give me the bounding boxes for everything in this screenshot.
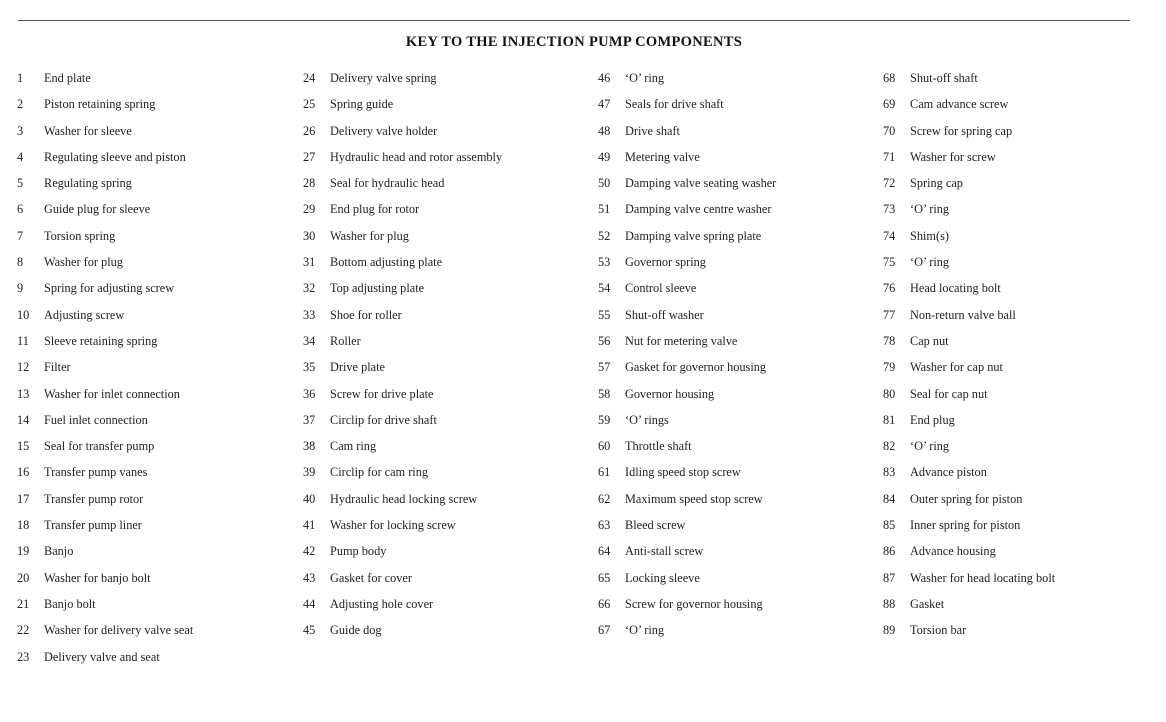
list-item bbox=[303, 174, 502, 200]
item-label: Seal for hydraulic head bbox=[330, 176, 445, 191]
item-label: ‘O’ ring bbox=[625, 71, 665, 85]
item-number: 39 bbox=[303, 465, 316, 480]
item-label: Locking sleeve bbox=[625, 570, 700, 585]
item-number: 18 bbox=[17, 518, 30, 533]
item-label: ‘O’ ring bbox=[625, 623, 665, 638]
item-number: 17 bbox=[17, 491, 30, 506]
item-label: Banjo bolt bbox=[44, 596, 96, 611]
list-item bbox=[17, 569, 193, 595]
item-label: Guide dog bbox=[330, 623, 382, 638]
item-number: 28 bbox=[303, 176, 316, 191]
item-label: Transfer pump rotor bbox=[44, 491, 144, 506]
item-label: Filter bbox=[44, 360, 71, 375]
list-item bbox=[883, 148, 1055, 174]
item-label: Shut-off washer bbox=[625, 307, 704, 322]
list-item bbox=[883, 569, 1055, 595]
list-item bbox=[303, 385, 502, 411]
list-item bbox=[17, 437, 193, 463]
item-label: Damping valve spring plate bbox=[625, 228, 762, 243]
list-item bbox=[883, 542, 1055, 568]
item-number: 37 bbox=[303, 412, 316, 427]
list-item bbox=[883, 200, 1055, 226]
item-label: Adjusting screw bbox=[44, 307, 125, 322]
item-number: 12 bbox=[17, 360, 30, 375]
item-label: Washer for delivery valve seat bbox=[44, 623, 194, 638]
item-label: Transfer pump liner bbox=[44, 518, 142, 533]
item-label: Pump body bbox=[330, 544, 387, 559]
list-item bbox=[598, 569, 776, 595]
item-number: 19 bbox=[17, 544, 30, 559]
key-column-1 bbox=[17, 69, 193, 674]
list-item bbox=[303, 621, 502, 647]
item-number: 68 bbox=[883, 71, 896, 85]
item-label: Sleeve retaining spring bbox=[44, 333, 158, 348]
item-label: Inner spring for piston bbox=[910, 518, 1021, 533]
list-item bbox=[17, 69, 193, 95]
item-number: 77 bbox=[883, 307, 896, 322]
item-number: 69 bbox=[883, 97, 896, 112]
list-item bbox=[17, 279, 193, 305]
item-number: 75 bbox=[883, 255, 896, 270]
item-number: 63 bbox=[598, 518, 611, 533]
item-number: 59 bbox=[598, 412, 611, 427]
item-label: Head locating bolt bbox=[910, 281, 1001, 296]
item-label: Governor housing bbox=[625, 386, 715, 401]
list-item bbox=[883, 227, 1055, 253]
list-item bbox=[883, 595, 1055, 621]
item-number: 49 bbox=[598, 149, 611, 164]
item-number: 46 bbox=[598, 71, 611, 85]
item-number: 82 bbox=[883, 439, 896, 454]
item-number: 60 bbox=[598, 439, 611, 454]
item-number: 55 bbox=[598, 307, 611, 322]
item-number: 25 bbox=[303, 97, 316, 112]
item-number: 45 bbox=[303, 623, 316, 638]
list-item bbox=[303, 358, 502, 384]
item-label: Delivery valve spring bbox=[330, 71, 437, 85]
item-number: 33 bbox=[303, 307, 316, 322]
list-item bbox=[303, 411, 502, 437]
list-item bbox=[17, 122, 193, 148]
key-column-3 bbox=[598, 69, 776, 648]
list-item bbox=[17, 332, 193, 358]
list-item bbox=[17, 542, 193, 568]
item-number: 15 bbox=[17, 439, 30, 454]
list-item bbox=[17, 621, 193, 647]
item-label: Torsion spring bbox=[44, 228, 116, 243]
item-number: 40 bbox=[303, 491, 316, 506]
item-number: 5 bbox=[17, 176, 24, 191]
list-item bbox=[303, 516, 502, 542]
item-label: Seal for cap nut bbox=[910, 386, 988, 401]
item-number: 23 bbox=[17, 649, 30, 664]
item-number: 74 bbox=[883, 228, 896, 243]
list-item bbox=[303, 279, 502, 305]
list-item bbox=[17, 463, 193, 489]
item-number: 47 bbox=[598, 97, 611, 112]
item-label: Washer for screw bbox=[910, 149, 996, 164]
item-number: 44 bbox=[303, 596, 316, 611]
item-number: 14 bbox=[17, 412, 30, 427]
item-label: End plate bbox=[44, 71, 91, 85]
item-label: Idling speed stop screw bbox=[625, 465, 741, 480]
list-item bbox=[883, 306, 1055, 332]
item-label: Metering valve bbox=[625, 149, 700, 164]
item-number: 36 bbox=[303, 386, 316, 401]
item-label: Spring cap bbox=[910, 176, 963, 191]
list-item bbox=[303, 253, 502, 279]
item-number: 78 bbox=[883, 333, 896, 348]
list-item bbox=[883, 95, 1055, 121]
item-number: 56 bbox=[598, 333, 611, 348]
item-label: Drive shaft bbox=[625, 123, 680, 138]
item-number: 16 bbox=[17, 465, 30, 480]
item-number: 64 bbox=[598, 544, 611, 559]
list-item bbox=[883, 621, 1055, 647]
item-label: Spring for adjusting screw bbox=[44, 281, 175, 296]
item-label: Cap nut bbox=[910, 333, 949, 348]
item-number: 70 bbox=[883, 123, 896, 138]
list-item bbox=[598, 358, 776, 384]
item-number: 2 bbox=[17, 97, 24, 112]
item-label: Spring guide bbox=[330, 97, 394, 112]
list-item bbox=[598, 385, 776, 411]
item-label: Control sleeve bbox=[625, 281, 697, 296]
list-item bbox=[17, 516, 193, 542]
item-number: 80 bbox=[883, 386, 896, 401]
item-label: Circlip for cam ring bbox=[330, 465, 429, 480]
item-number: 42 bbox=[303, 544, 316, 559]
item-label: Torsion bar bbox=[910, 623, 967, 638]
list-item bbox=[598, 227, 776, 253]
key-column-2 bbox=[303, 69, 502, 648]
item-label: Screw for drive plate bbox=[330, 386, 434, 401]
item-number: 65 bbox=[598, 570, 611, 585]
list-item bbox=[883, 490, 1055, 516]
item-label: Top adjusting plate bbox=[330, 281, 425, 296]
item-number: 38 bbox=[303, 439, 316, 454]
list-item bbox=[598, 411, 776, 437]
item-label: Washer for locking screw bbox=[330, 518, 456, 533]
list-item bbox=[303, 306, 502, 332]
item-number: 72 bbox=[883, 176, 896, 191]
item-label: Damping valve centre washer bbox=[625, 202, 772, 217]
item-label: ‘O’ ring bbox=[910, 439, 950, 454]
list-item bbox=[303, 148, 502, 174]
item-number: 85 bbox=[883, 518, 896, 533]
item-number: 54 bbox=[598, 281, 611, 296]
list-item bbox=[303, 69, 502, 95]
item-number: 83 bbox=[883, 465, 896, 480]
item-label: Screw for spring cap bbox=[910, 123, 1013, 138]
list-item bbox=[598, 69, 776, 95]
item-number: 50 bbox=[598, 176, 611, 191]
item-number: 13 bbox=[17, 386, 30, 401]
list-item bbox=[303, 437, 502, 463]
list-item bbox=[17, 148, 193, 174]
item-label: Piston retaining spring bbox=[44, 97, 156, 112]
list-item bbox=[17, 306, 193, 332]
list-item bbox=[17, 490, 193, 516]
item-number: 76 bbox=[883, 281, 896, 296]
list-item bbox=[17, 253, 193, 279]
list-item bbox=[598, 437, 776, 463]
item-label: Washer for plug bbox=[44, 255, 123, 270]
list-item bbox=[303, 542, 502, 568]
item-label: ‘O’ rings bbox=[625, 412, 669, 427]
item-label: Bleed screw bbox=[625, 518, 686, 533]
list-item bbox=[17, 648, 193, 674]
item-label: Regulating spring bbox=[44, 176, 132, 191]
item-label: Regulating sleeve and piston bbox=[44, 149, 186, 164]
item-number: 3 bbox=[17, 123, 24, 138]
item-label: Damping valve seating washer bbox=[625, 176, 777, 191]
item-number: 4 bbox=[17, 149, 24, 164]
item-label: Throttle shaft bbox=[625, 439, 692, 454]
list-item bbox=[17, 174, 193, 200]
item-label: Seal for transfer pump bbox=[44, 439, 155, 454]
item-number: 1 bbox=[17, 71, 24, 85]
item-number: 84 bbox=[883, 491, 896, 506]
item-number: 24 bbox=[303, 71, 316, 85]
list-item bbox=[598, 463, 776, 489]
item-number: 22 bbox=[17, 623, 30, 638]
item-number: 57 bbox=[598, 360, 611, 375]
item-number: 20 bbox=[17, 570, 30, 585]
item-label: Cam advance screw bbox=[910, 97, 1009, 112]
list-item bbox=[598, 595, 776, 621]
list-item bbox=[598, 122, 776, 148]
list-item bbox=[598, 542, 776, 568]
item-number: 86 bbox=[883, 544, 896, 559]
list-item bbox=[883, 174, 1055, 200]
item-label: Hydraulic head locking screw bbox=[330, 491, 478, 506]
item-number: 6 bbox=[17, 202, 24, 217]
list-item bbox=[883, 69, 1055, 95]
item-label: Governor spring bbox=[625, 255, 706, 270]
list-item bbox=[598, 490, 776, 516]
item-number: 21 bbox=[17, 596, 30, 611]
item-number: 81 bbox=[883, 412, 896, 427]
item-number: 79 bbox=[883, 360, 896, 375]
item-label: Gasket bbox=[910, 596, 945, 611]
item-label: Advance housing bbox=[910, 544, 996, 559]
list-item bbox=[17, 95, 193, 121]
item-label: Non-return valve ball bbox=[910, 307, 1016, 322]
item-number: 29 bbox=[303, 202, 316, 217]
item-number: 43 bbox=[303, 570, 316, 585]
list-item bbox=[303, 463, 502, 489]
item-label: Delivery valve and seat bbox=[44, 649, 160, 664]
item-label: Washer for banjo bolt bbox=[44, 570, 151, 585]
list-item bbox=[303, 332, 502, 358]
item-number: 7 bbox=[17, 228, 24, 243]
item-number: 88 bbox=[883, 596, 896, 611]
list-item bbox=[303, 122, 502, 148]
top-rule bbox=[18, 20, 1130, 21]
item-number: 61 bbox=[598, 465, 611, 480]
list-item bbox=[883, 437, 1055, 463]
list-item bbox=[303, 569, 502, 595]
item-number: 87 bbox=[883, 570, 896, 585]
list-item bbox=[598, 95, 776, 121]
list-item bbox=[883, 516, 1055, 542]
item-number: 10 bbox=[17, 307, 30, 322]
item-label: Shut-off shaft bbox=[910, 71, 978, 85]
item-label: ‘O’ ring bbox=[910, 202, 950, 217]
item-label: End plug bbox=[910, 412, 955, 427]
list-item bbox=[17, 385, 193, 411]
list-item bbox=[303, 95, 502, 121]
item-label: Washer for cap nut bbox=[910, 360, 1003, 375]
item-number: 62 bbox=[598, 491, 611, 506]
item-label: Delivery valve holder bbox=[330, 123, 438, 138]
item-number: 53 bbox=[598, 255, 611, 270]
item-label: Washer for inlet connection bbox=[44, 386, 180, 401]
item-label: Shoe for roller bbox=[330, 307, 402, 322]
item-number: 51 bbox=[598, 202, 611, 217]
item-number: 34 bbox=[303, 333, 316, 348]
list-item bbox=[883, 463, 1055, 489]
item-label: Advance piston bbox=[910, 465, 987, 480]
item-label: Screw for governor housing bbox=[625, 596, 763, 611]
list-item bbox=[598, 332, 776, 358]
item-number: 35 bbox=[303, 360, 316, 375]
item-label: Outer spring for piston bbox=[910, 491, 1023, 506]
list-item bbox=[303, 200, 502, 226]
item-number: 89 bbox=[883, 623, 896, 638]
list-item bbox=[598, 621, 776, 647]
item-number: 58 bbox=[598, 386, 611, 401]
key-column-4 bbox=[883, 69, 1055, 648]
list-item bbox=[598, 516, 776, 542]
item-number: 71 bbox=[883, 149, 896, 164]
list-item bbox=[17, 227, 193, 253]
list-item bbox=[17, 595, 193, 621]
item-label: Nut for metering valve bbox=[625, 333, 738, 348]
list-item bbox=[598, 174, 776, 200]
list-item bbox=[883, 332, 1055, 358]
item-number: 11 bbox=[17, 333, 29, 348]
item-label: Gasket for governor housing bbox=[625, 360, 767, 375]
item-number: 30 bbox=[303, 228, 316, 243]
list-item bbox=[598, 253, 776, 279]
item-number: 48 bbox=[598, 123, 611, 138]
item-label: Hydraulic head and rotor assembly bbox=[330, 149, 503, 164]
item-number: 32 bbox=[303, 281, 316, 296]
list-item bbox=[883, 385, 1055, 411]
item-number: 67 bbox=[598, 623, 611, 638]
item-label: Roller bbox=[330, 333, 361, 348]
list-item bbox=[303, 490, 502, 516]
item-label: Bottom adjusting plate bbox=[330, 255, 443, 270]
item-number: 31 bbox=[303, 255, 316, 270]
item-label: Cam ring bbox=[330, 439, 377, 454]
item-label: Washer for plug bbox=[330, 228, 409, 243]
item-label: Circlip for drive shaft bbox=[330, 412, 437, 427]
item-label: End plug for rotor bbox=[330, 202, 420, 217]
list-item bbox=[17, 358, 193, 384]
item-label: Banjo bbox=[44, 544, 74, 559]
item-number: 8 bbox=[17, 255, 24, 270]
item-label: Seals for drive shaft bbox=[625, 97, 724, 112]
item-label: Guide plug for sleeve bbox=[44, 202, 151, 217]
list-item bbox=[17, 411, 193, 437]
list-item bbox=[883, 279, 1055, 305]
list-item bbox=[883, 358, 1055, 384]
list-item bbox=[598, 148, 776, 174]
item-label: Anti-stall screw bbox=[625, 544, 704, 559]
item-label: Fuel inlet connection bbox=[44, 412, 148, 427]
item-number: 26 bbox=[303, 123, 316, 138]
item-number: 41 bbox=[303, 518, 316, 533]
list-item bbox=[598, 200, 776, 226]
list-item bbox=[598, 306, 776, 332]
item-label: ‘O’ ring bbox=[910, 255, 950, 270]
item-number: 66 bbox=[598, 596, 611, 611]
item-label: Washer for head locating bolt bbox=[910, 570, 1056, 585]
item-label: Adjusting hole cover bbox=[330, 596, 434, 611]
item-number: 52 bbox=[598, 228, 611, 243]
item-label: Gasket for cover bbox=[330, 570, 412, 585]
list-item bbox=[883, 411, 1055, 437]
list-item bbox=[303, 595, 502, 621]
list-item bbox=[598, 279, 776, 305]
item-label: Washer for sleeve bbox=[44, 123, 132, 138]
item-number: 9 bbox=[17, 281, 24, 296]
list-item bbox=[303, 227, 502, 253]
item-label: Shim(s) bbox=[910, 228, 949, 243]
item-label: Transfer pump vanes bbox=[44, 465, 148, 480]
list-item bbox=[883, 253, 1055, 279]
item-label: Drive plate bbox=[330, 360, 385, 375]
list-item bbox=[17, 200, 193, 226]
list-item bbox=[883, 122, 1055, 148]
item-number: 73 bbox=[883, 202, 896, 217]
item-label: Maximum speed stop screw bbox=[625, 491, 763, 506]
item-number: 27 bbox=[303, 149, 316, 164]
page-title: KEY TO THE INJECTION PUMP COMPONENTS bbox=[405, 34, 743, 50]
